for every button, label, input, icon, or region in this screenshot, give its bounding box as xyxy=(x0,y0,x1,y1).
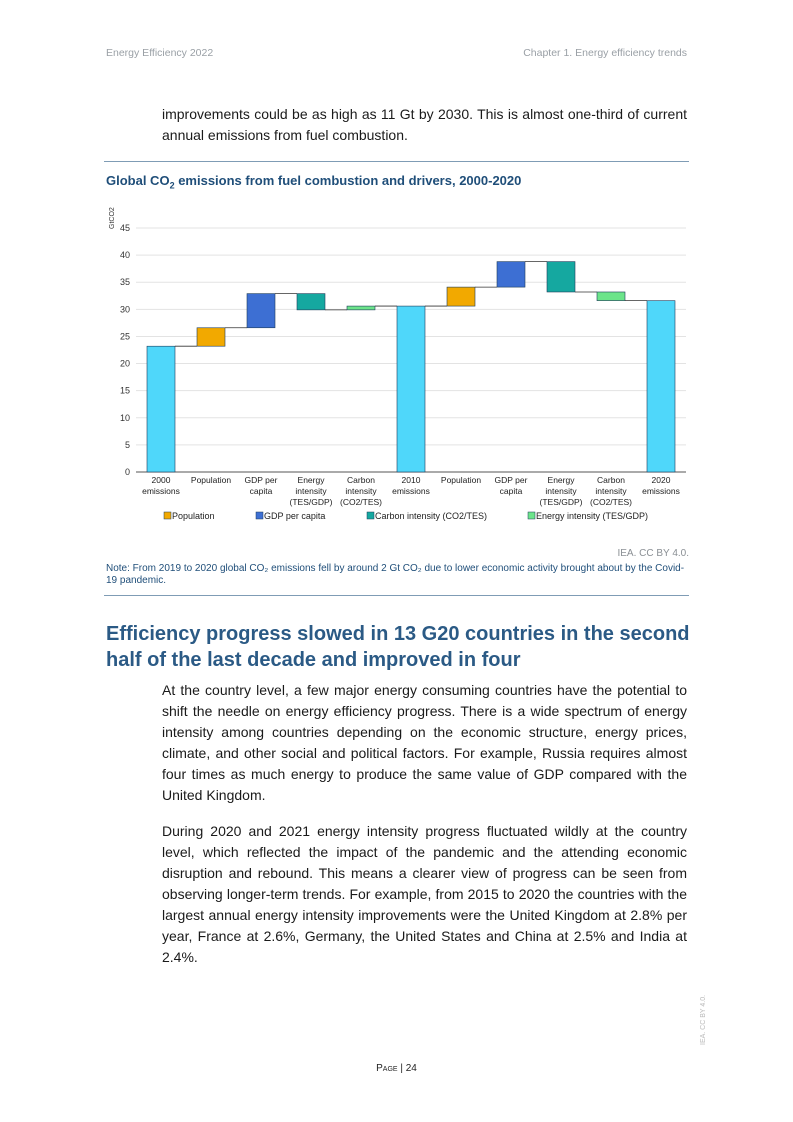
x-tick-label: (CO2/TES) xyxy=(589,497,633,507)
legend-swatch xyxy=(164,512,171,519)
figure-title-prefix: Global CO xyxy=(106,173,170,188)
x-tick-label: (TES/GDP) xyxy=(289,497,333,507)
body-paragraph-1: At the country level, a few major energy consuming countries have the potential to shift the needle on energy efficiency progress. There is a wide spectrum of energy intensity among countries depending on the economic structure, energy prices, climate, and other social and political factors. For example, Russia requires almost four times as much energy to produce the same value of GDP compared with the United Kingdom. xyxy=(162,682,687,803)
y-tick-label: 20 xyxy=(119,358,130,369)
bar-population xyxy=(197,328,225,346)
figure-title xyxy=(106,173,521,191)
x-tick-label: emissions xyxy=(142,486,180,496)
intro-paragraph: improvements could be as high as 11 Gt by 2030. This is almost one-third of current annual emissions from fuel combustion. xyxy=(162,106,687,143)
x-tick-label: GDP per xyxy=(494,475,528,485)
figure-bottom-rule xyxy=(104,595,689,596)
bar-carbon xyxy=(597,292,625,301)
body-paragraph-2: During 2020 and 2021 energy intensity progress fluctuated wildly at the country level, which reflected the impact of the pandemic and the attending economic disruption and rebound. This means a clearer view of progress can be seen from observing longer-term trends. For example, from 2015 to 2020 the countries with the largest annual energy intensity improvements were the United Kingdom at 2.8% per year, France at 2.6%, Germany, the United States and China at 2.5% and India at 2.4%. xyxy=(162,823,687,965)
figure-credit: IEA. CC BY 4.0. xyxy=(617,548,689,559)
legend-swatch xyxy=(256,512,263,519)
waterfall-chart xyxy=(104,200,694,530)
x-tick-label: intensity xyxy=(545,486,577,496)
bar-energy xyxy=(547,262,575,292)
bar-total xyxy=(147,346,175,472)
y-tick-label: 0 xyxy=(124,467,130,477)
running-header-title: Energy Efficiency 2022 xyxy=(106,47,214,59)
bar-population xyxy=(447,287,475,306)
page-label: Page xyxy=(376,1063,398,1074)
x-tick-label: Carbon xyxy=(597,475,625,485)
y-tick-label: 30 xyxy=(119,304,130,315)
y-tick-label: 40 xyxy=(119,250,130,261)
x-tick-label: Energy xyxy=(297,475,325,485)
figure-title-suffix: emissions from fuel combustion and drivers, 2000-2020 xyxy=(174,173,522,188)
bar-carbon xyxy=(347,306,375,310)
legend-label: GDP per capita xyxy=(264,511,326,521)
section-heading: Efficiency progress slowed in 13 G20 countries in the second half of the last decade and improved in four xyxy=(106,623,690,671)
x-tick-label: emissions xyxy=(642,486,680,496)
figure-top-rule xyxy=(104,161,689,162)
x-tick-label: Population xyxy=(190,475,232,485)
x-tick-label: 2010 xyxy=(401,475,421,485)
x-tick-label: Population xyxy=(440,475,482,485)
x-tick-label: intensity xyxy=(345,486,377,496)
x-tick-label: (TES/GDP) xyxy=(539,497,583,507)
legend-label: Carbon intensity (CO2/TES) xyxy=(375,511,488,521)
y-tick-label: 10 xyxy=(119,412,130,423)
y-axis-label: GtCO2 xyxy=(109,207,116,229)
y-tick-label: 35 xyxy=(119,277,130,288)
y-tick-label: 5 xyxy=(124,439,130,450)
y-tick-label: 45 xyxy=(119,223,130,233)
running-header-chapter: Chapter 1. Energy efficiency trends xyxy=(523,47,687,59)
bar-total xyxy=(647,301,675,472)
side-license: IEA. CC BY 4.0. xyxy=(700,994,707,1045)
y-tick-label: 15 xyxy=(119,385,130,396)
x-tick-label: intensity xyxy=(295,486,327,496)
legend-label: Energy intensity (TES/GDP) xyxy=(536,511,649,521)
x-tick-label: intensity xyxy=(595,486,627,496)
x-tick-label: emissions xyxy=(392,486,430,496)
x-tick-label: capita xyxy=(499,486,523,496)
x-tick-label: (CO2/TES) xyxy=(339,497,383,507)
figure-note: Note: From 2019 to 2020 global CO₂ emissions fell by around 2 Gt CO₂ due to lower economic activity brought about by the Covid-19 pandemic. xyxy=(106,563,685,586)
page-number xyxy=(0,1063,793,1074)
legend-label: Population xyxy=(172,511,215,521)
legend-swatch xyxy=(367,512,374,519)
bar-energy xyxy=(297,294,325,310)
bar-gdp xyxy=(497,262,525,287)
page-number-value: 24 xyxy=(405,1063,417,1074)
x-tick-label: GDP per xyxy=(244,475,278,485)
figure-title-subscript: 2 xyxy=(169,180,175,191)
legend-swatch xyxy=(528,512,535,519)
x-tick-label: 2000 xyxy=(151,475,171,485)
x-tick-label: 2020 xyxy=(651,475,671,485)
y-tick-label: 25 xyxy=(119,331,130,342)
x-tick-label: Carbon xyxy=(347,475,375,485)
bar-gdp xyxy=(247,294,275,328)
page-separator: | xyxy=(397,1063,406,1074)
x-tick-label: Energy xyxy=(547,475,575,485)
x-tick-label: capita xyxy=(249,486,273,496)
bar-total xyxy=(397,306,425,472)
